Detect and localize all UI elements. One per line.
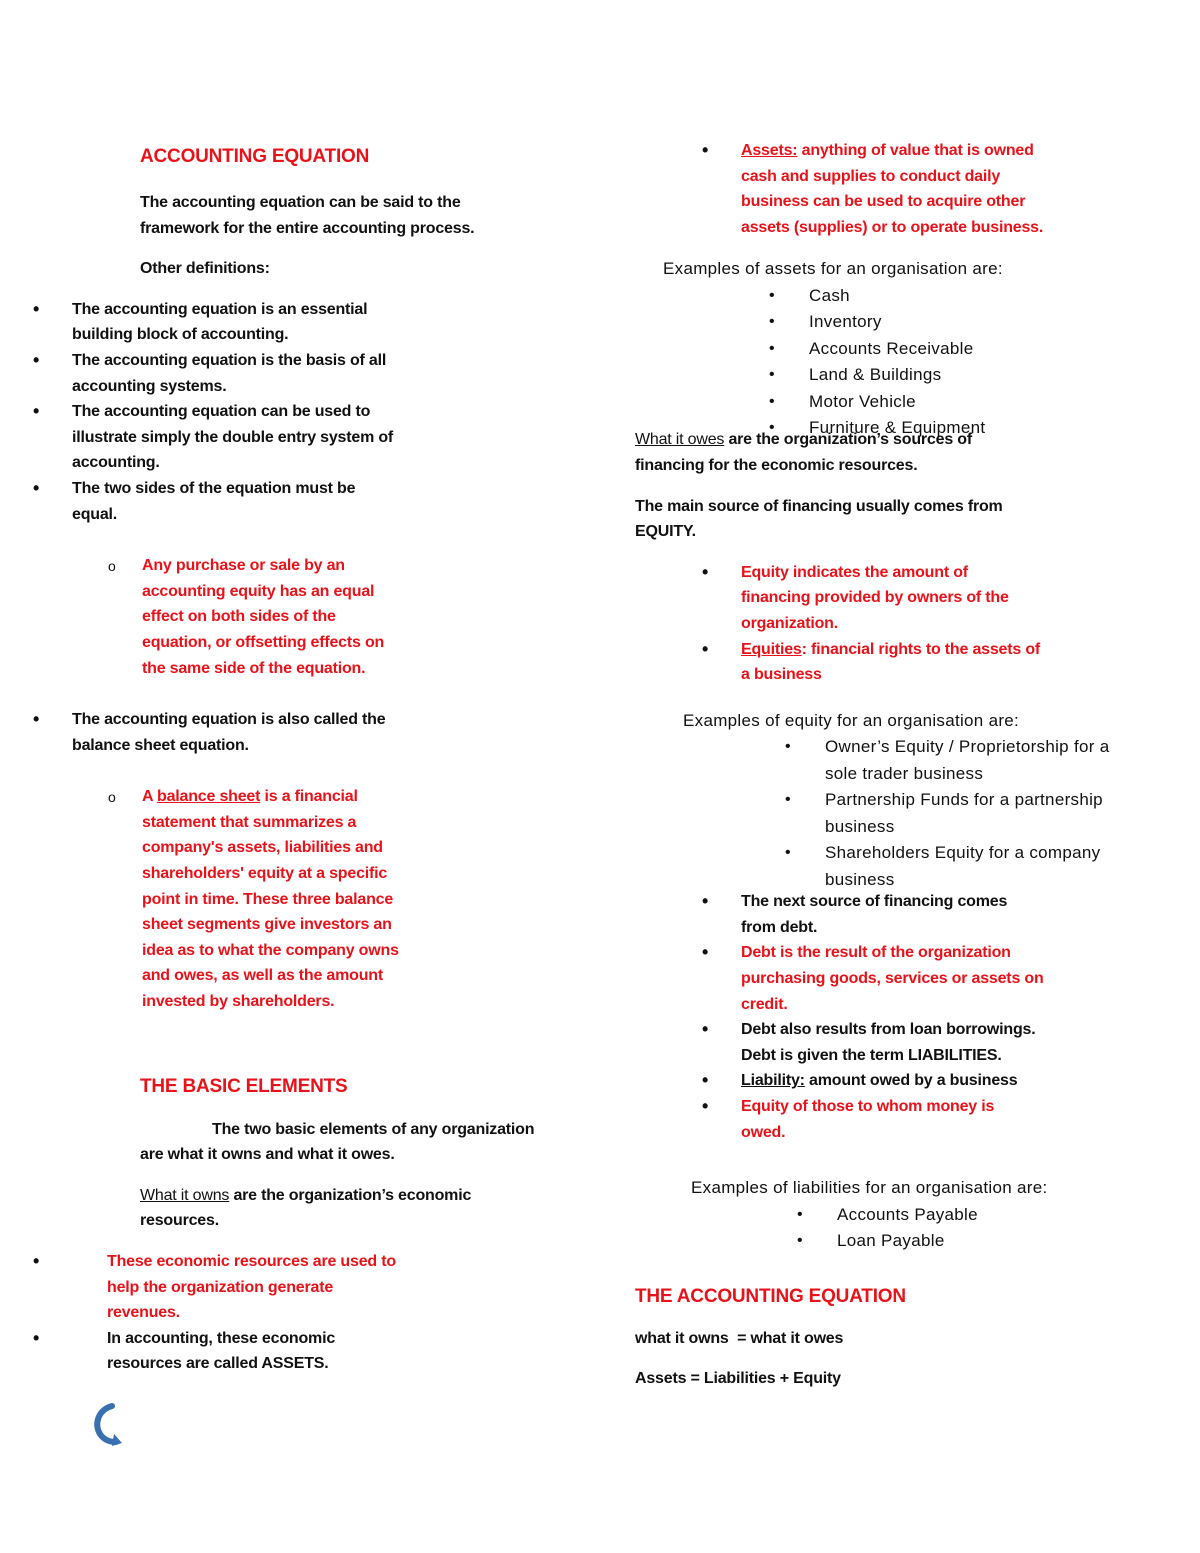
- list-item: o Any purchase or sale by an accounting equity has an equal effect on both sides of the equation, or offsetting effects on the same side of the equation.: [0, 553, 590, 681]
- list-item: • The two sides of the equation must be equal.: [0, 476, 590, 527]
- equity-definition-list: [0, 560, 1175, 688]
- list-item: • Land & Buildings: [809, 362, 1175, 389]
- balance-sheet-link: balance sheet: [157, 788, 261, 806]
- list-item: • These economic resources are used to help the organization generate revenues.: [0, 1249, 590, 1326]
- definitions-list: [0, 297, 590, 527]
- right-column: [635, 138, 1175, 1392]
- intro-line: framework for the entire accounting process.: [140, 219, 475, 237]
- list-item: • The accounting equation can be used to illustrate simply the double entry system of accounting.: [0, 399, 590, 476]
- list-item: • Inventory: [809, 309, 1175, 336]
- equity-examples-heading: Examples of equity for an organisation are:: [683, 710, 1020, 730]
- list-item: • Equity of those to whom money is owed.: [0, 1094, 1175, 1145]
- list-item: o A balance sheet is a financial statement that summarizes a company's assets, liabilities and shareholders' equity at a specific point in time. These three balance sheet segments give investors an idea as to what the company owns and owes, as well as the amount invested by shareholders.: [0, 784, 590, 1014]
- intro-line: The accounting equation can be said to the: [140, 194, 461, 211]
- list-item: • Accounts Receivable: [809, 336, 1175, 363]
- owns-list: [0, 1249, 590, 1377]
- list-item: • Cash: [809, 283, 1175, 310]
- list-item: • Assets: anything of value that is owned cash and supplies to conduct daily business can be used to acquire other assets (supplies) or to operate business.: [0, 138, 1175, 240]
- equities-label: Equities: [741, 640, 802, 658]
- heading-accounting-equation: ACCOUNTING EQUATION: [140, 146, 370, 167]
- liabilities-examples-list: [837, 1202, 1175, 1255]
- other-definitions-label: Other definitions:: [140, 260, 270, 278]
- equation-line-owns-owes: what it owns = what it owes: [635, 1329, 844, 1347]
- what-it-owes-paragraph: What it owes are the organization’s sources of financing for the economic resources.: [635, 431, 972, 474]
- list-item: • The next source of financing comes from debt.: [0, 889, 1175, 940]
- list-item: • The accounting equation is an essential building block of accounting.: [0, 297, 590, 348]
- list-item: • The accounting equation is the basis of all accounting systems.: [0, 348, 590, 399]
- list-item: • Accounts Payable: [837, 1202, 1175, 1229]
- list-item: • The accounting equation is also called the balance sheet equation.: [0, 707, 590, 758]
- list-item: • Loan Payable: [837, 1228, 1175, 1255]
- list-item: • Debt also results from loan borrowings. Debt is given the term LIABILITIES.: [0, 1017, 1175, 1068]
- c-arrow-logo-icon: [90, 1400, 124, 1448]
- list-item: • Motor Vehicle: [809, 389, 1175, 416]
- assets-definition-list: [0, 138, 1175, 240]
- definitions-list-2: [0, 707, 590, 758]
- list-item: • Shareholders Equity for a company business: [825, 840, 1175, 893]
- liabilities-examples-heading: Examples of liabilities for an organisation are:: [691, 1178, 1048, 1198]
- list-item: • Furniture & Equipment: [809, 415, 1175, 429]
- assets-examples-heading: Examples of assets for an organisation are:: [663, 259, 1003, 279]
- what-it-owns-label: What it owns: [140, 1186, 230, 1204]
- heading-the-accounting-equation: THE ACCOUNTING EQUATION: [635, 1285, 906, 1307]
- list-item: • Equity indicates the amount of financing provided by owners of the organization.: [0, 560, 1175, 637]
- list-item: • Liability: amount owed by a business: [0, 1068, 1175, 1094]
- list-item: • Equities: financial rights to the assets of a business: [0, 637, 1175, 688]
- liability-label: Liability:: [741, 1072, 805, 1090]
- what-it-owns-paragraph: What it owns are the organization’s economic resources.: [140, 1186, 472, 1230]
- main-source-paragraph: The main source of financing usually comes from EQUITY.: [635, 497, 1003, 541]
- equation-line-assets: Assets = Liabilities + Equity: [635, 1370, 841, 1388]
- basic-elements-paragraph: The two basic elements of any organization are what it owns and what it owes.: [140, 1120, 535, 1164]
- debt-list: [0, 889, 1175, 1145]
- list-item: • Debt is the result of the organization purchasing goods, services or assets on credit.: [0, 940, 1175, 1017]
- heading-basic-elements: THE BASIC ELEMENTS: [140, 1075, 348, 1097]
- left-column: [72, 140, 580, 1377]
- list-item: • In accounting, these economic resources are called ASSETS.: [0, 1326, 590, 1377]
- assets-examples-list: [809, 283, 1175, 438]
- assets-label: Assets:: [741, 142, 798, 159]
- equity-examples-list: [825, 734, 1175, 893]
- list-item: • Partnership Funds for a partnership business: [825, 787, 1175, 840]
- list-item: • Owner’s Equity / Proprietorship for a sole trader business: [825, 734, 1175, 787]
- what-it-owes-label: What it owes: [635, 431, 725, 449]
